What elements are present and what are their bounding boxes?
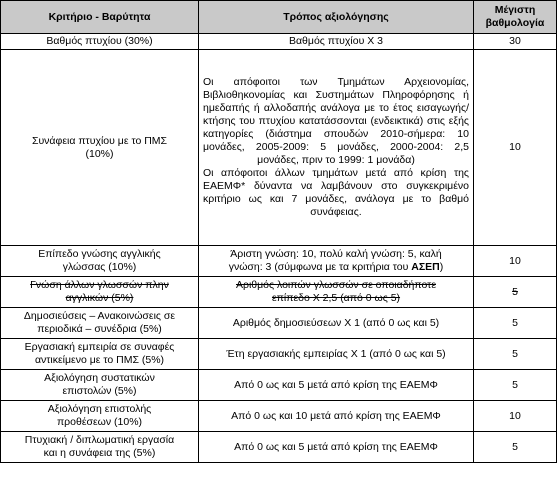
criterion-line2: αγγλικών (5%): [65, 292, 134, 304]
header-criterion: Κριτήριο - Βαρύτητα: [1, 1, 199, 34]
max-score-cell: 5: [474, 277, 557, 308]
table-row: [1, 308, 557, 339]
criterion-line2: και η συνάφεια της (5%): [43, 447, 156, 459]
method-cell: [199, 50, 474, 246]
header-max-score: [474, 1, 557, 34]
max-score-cell: 5: [474, 339, 557, 370]
method-cell: [199, 277, 474, 308]
table-row-struck: [1, 277, 557, 308]
method-line2-end: ): [439, 261, 444, 273]
criterion-line1: Δημοσιεύσεις – Ανακοινώσεις σε: [23, 310, 176, 322]
method-line2: επίπεδο Χ 2,5 (από 0 ως 5): [271, 292, 401, 304]
criterion-cell: Βαθμός πτυχίου (30%): [1, 34, 199, 50]
method-paragraph-2: Οι απόφοιτοι άλλων τμημάτων μετά από κρίση της ΕΑΕΜΦ* δύναντα να λαμβάνουν στο συγκεκριμένο κριτήριο ως και 7 μονάδες, ανάλογα με το βαθμό συνάφειας.: [203, 167, 469, 218]
criterion-cell: [1, 277, 199, 308]
criterion-cell: [1, 308, 199, 339]
criterion-line2: περιοδικά – συνέδρια (5%): [37, 323, 162, 335]
method-paragraph-1: Οι απόφοιτοι των Τμημάτων Αρχειονομίας, Βιβλιοθηκονομίας και Συστημάτων Πληροφόρησης ή ημεδαπής ή αλλοδαπής ανάλογα με το έτος εισαγωγής/κτήσης του πτυχίου κατατάσσονται (ενδεικτικά) στις εξής κατηγορίες (διάστημα σπουδών 2010-σήμερα: 10 μονάδες, 2005-2009: 5 μονάδες, 2000-2004: 2,5 μονάδες, πριν το 1999: 1 μονάδα): [203, 76, 469, 166]
criterion-line2: γλώσσας (10%): [62, 261, 137, 273]
criterion-line2: (10%): [85, 147, 114, 160]
max-score-cell: 5: [474, 370, 557, 401]
table-row: [1, 401, 557, 432]
method-line2: γνώση: 3 (σύμφωνα με τα κριτήρια του: [228, 261, 412, 273]
method-cell: Έτη εργασιακής εμπειρίας Χ 1 (από 0 ως και 5): [199, 339, 474, 370]
criterion-line1: Αξιολόγηση συστατικών: [44, 372, 155, 384]
method-line1: Άριστη γνώση: 10, πολύ καλή γνώση: 5, καλή: [230, 248, 442, 260]
criterion-line1: Αξιολόγηση επιστολής: [47, 403, 152, 415]
table-row: [1, 339, 557, 370]
header-max-line1: Μέγιστη: [494, 4, 536, 16]
header-method: Τρόπος αξιολόγησης: [199, 1, 474, 34]
criterion-line1: Συνάφεια πτυχίου με το ΠΜΣ: [31, 134, 168, 147]
criterion-line1: Γνώση άλλων γλωσσών πλην: [30, 279, 169, 291]
table-row: [1, 34, 557, 50]
max-score-cell: 10: [474, 246, 557, 277]
max-score-cell: 10: [474, 401, 557, 432]
header-row: [1, 1, 557, 34]
criterion-line2: επιστολών (5%): [62, 385, 137, 397]
criterion-cell: [1, 432, 199, 463]
max-score-cell: 30: [474, 34, 557, 50]
criterion-cell: [1, 50, 199, 246]
criterion-cell: [1, 401, 199, 432]
method-cell: [199, 246, 474, 277]
table-row: [1, 50, 557, 246]
header-max-line2: βαθμολογία: [485, 17, 545, 29]
criterion-cell: [1, 246, 199, 277]
criterion-line2: αντικείμενο με το ΠΜΣ (5%): [34, 354, 165, 366]
criterion-cell: [1, 339, 199, 370]
method-cell: Από 0 ως και 10 μετά από κρίση της ΕΑΕΜΦ: [199, 401, 474, 432]
method-cell: Αριθμός δημοσιεύσεων Χ 1 (από 0 ως και 5): [199, 308, 474, 339]
method-bold-asep: ΑΣΕΠ: [411, 261, 440, 273]
method-cell: Από 0 ως και 5 μετά από κρίση της ΕΑΕΜΦ: [199, 370, 474, 401]
method-cell: Από 0 ως και 5 μετά από κρίση της ΕΑΕΜΦ: [199, 432, 474, 463]
max-score-cell: 5: [474, 432, 557, 463]
table-row: [1, 370, 557, 401]
table-row: [1, 432, 557, 463]
max-score-cell: 5: [474, 308, 557, 339]
criterion-line1: Πτυχιακή / διπλωματική εργασία: [24, 434, 175, 446]
criterion-cell: [1, 370, 199, 401]
criterion-line2: προθέσεων (10%): [56, 416, 143, 428]
criterion-line1: Επίπεδο γνώσης αγγλικής: [38, 248, 161, 260]
method-cell: Βαθμός πτυχίου Χ 3: [199, 34, 474, 50]
criterion-line1: Εργασιακή εμπειρία σε συναφές: [24, 341, 175, 353]
max-score-cell: 10: [474, 50, 557, 246]
method-line1: Αριθμός λοιπών γλωσσών σε οποιαδήποτε: [235, 279, 436, 291]
table-row: [1, 246, 557, 277]
